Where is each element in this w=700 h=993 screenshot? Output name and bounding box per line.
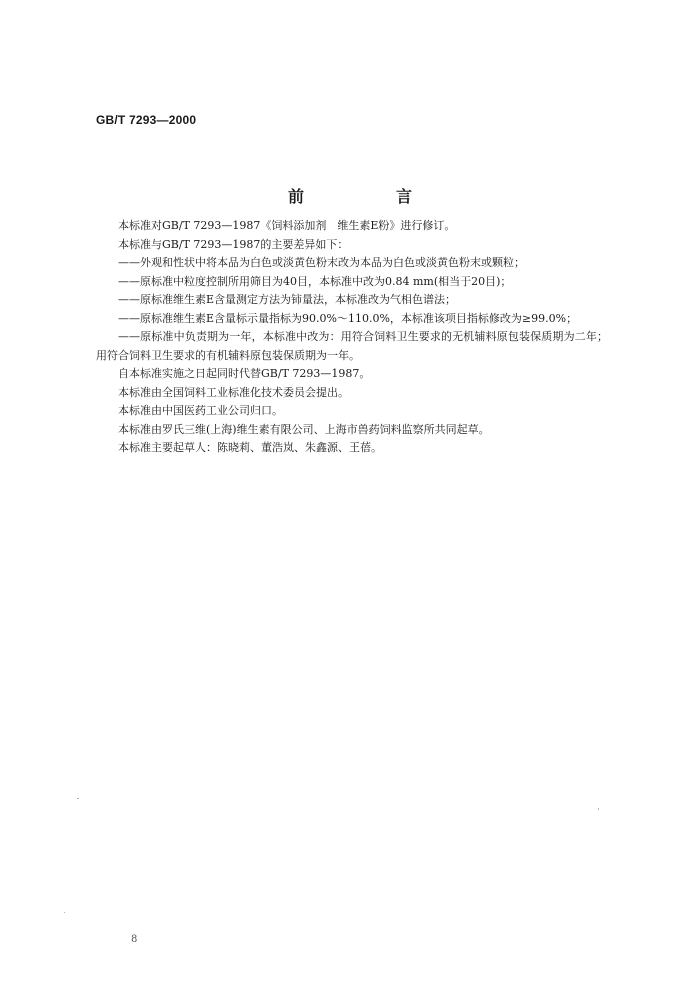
page-title: 前 言 <box>287 187 450 206</box>
standard-code: GB/T 7293—2000 <box>96 113 197 127</box>
difference-item-appearance: ——外观和性状中将本品为白色或淡黄色粉末改为本品为白色或淡黄色粉末或颗粒； <box>118 256 525 269</box>
scan-speck <box>598 808 599 810</box>
paragraph-drafted-by: 本标准由罗氏三维(上海)维生素有限公司、上海市兽药饲料监察所共同起草。 <box>118 422 490 436</box>
paragraph-revision-note: 本标准对GB/T 7293—1987《饲料添加剂 维生素E粉》进行修订。 <box>118 219 456 232</box>
paragraph-differences-intro: 本标准与GB/T 7293—1987的主要差异如下： <box>118 237 349 251</box>
paragraph-centralized-by: 本标准由中国医药工业公司归口。 <box>118 404 283 417</box>
paragraph-replacement: 自本标准实施之日起同时代替GB/T 7293—1987。 <box>118 367 371 380</box>
page-number: 8 <box>131 934 138 945</box>
scan-speck <box>64 912 65 913</box>
foreword-body <box>96 217 608 458</box>
difference-item-particle-size: ——原标准中粒度控制所用筛目为40目，本标准中改为0.84 mm(相当于20目)； <box>118 274 512 288</box>
paragraph-proposed-by: 本标准由全国饲料工业标准化技术委员会提出。 <box>118 385 349 399</box>
difference-item-test-method: ——原标准维生素E含量测定方法为铈量法，本标准改为气相色谱法； <box>118 293 457 306</box>
paragraph-drafters: 本标准主要起草人：陈晓莉、董浩岚、朱鑫源、王蓓。 <box>118 441 382 454</box>
difference-item-content-index: ——原标准维生素E含量标示量指标为90.0%～110.0%，本标准该项目指标修改为≥99.0%； <box>118 311 578 325</box>
difference-item-shelf-life: ——原标准中负责期为一年，本标准中改为：用符合饲料卫生要求的无机辅料原包装保质期为二年；用符合饲料卫生要求的有机辅料原包装保质期为一年。 <box>96 330 608 362</box>
scan-speck <box>77 798 79 799</box>
